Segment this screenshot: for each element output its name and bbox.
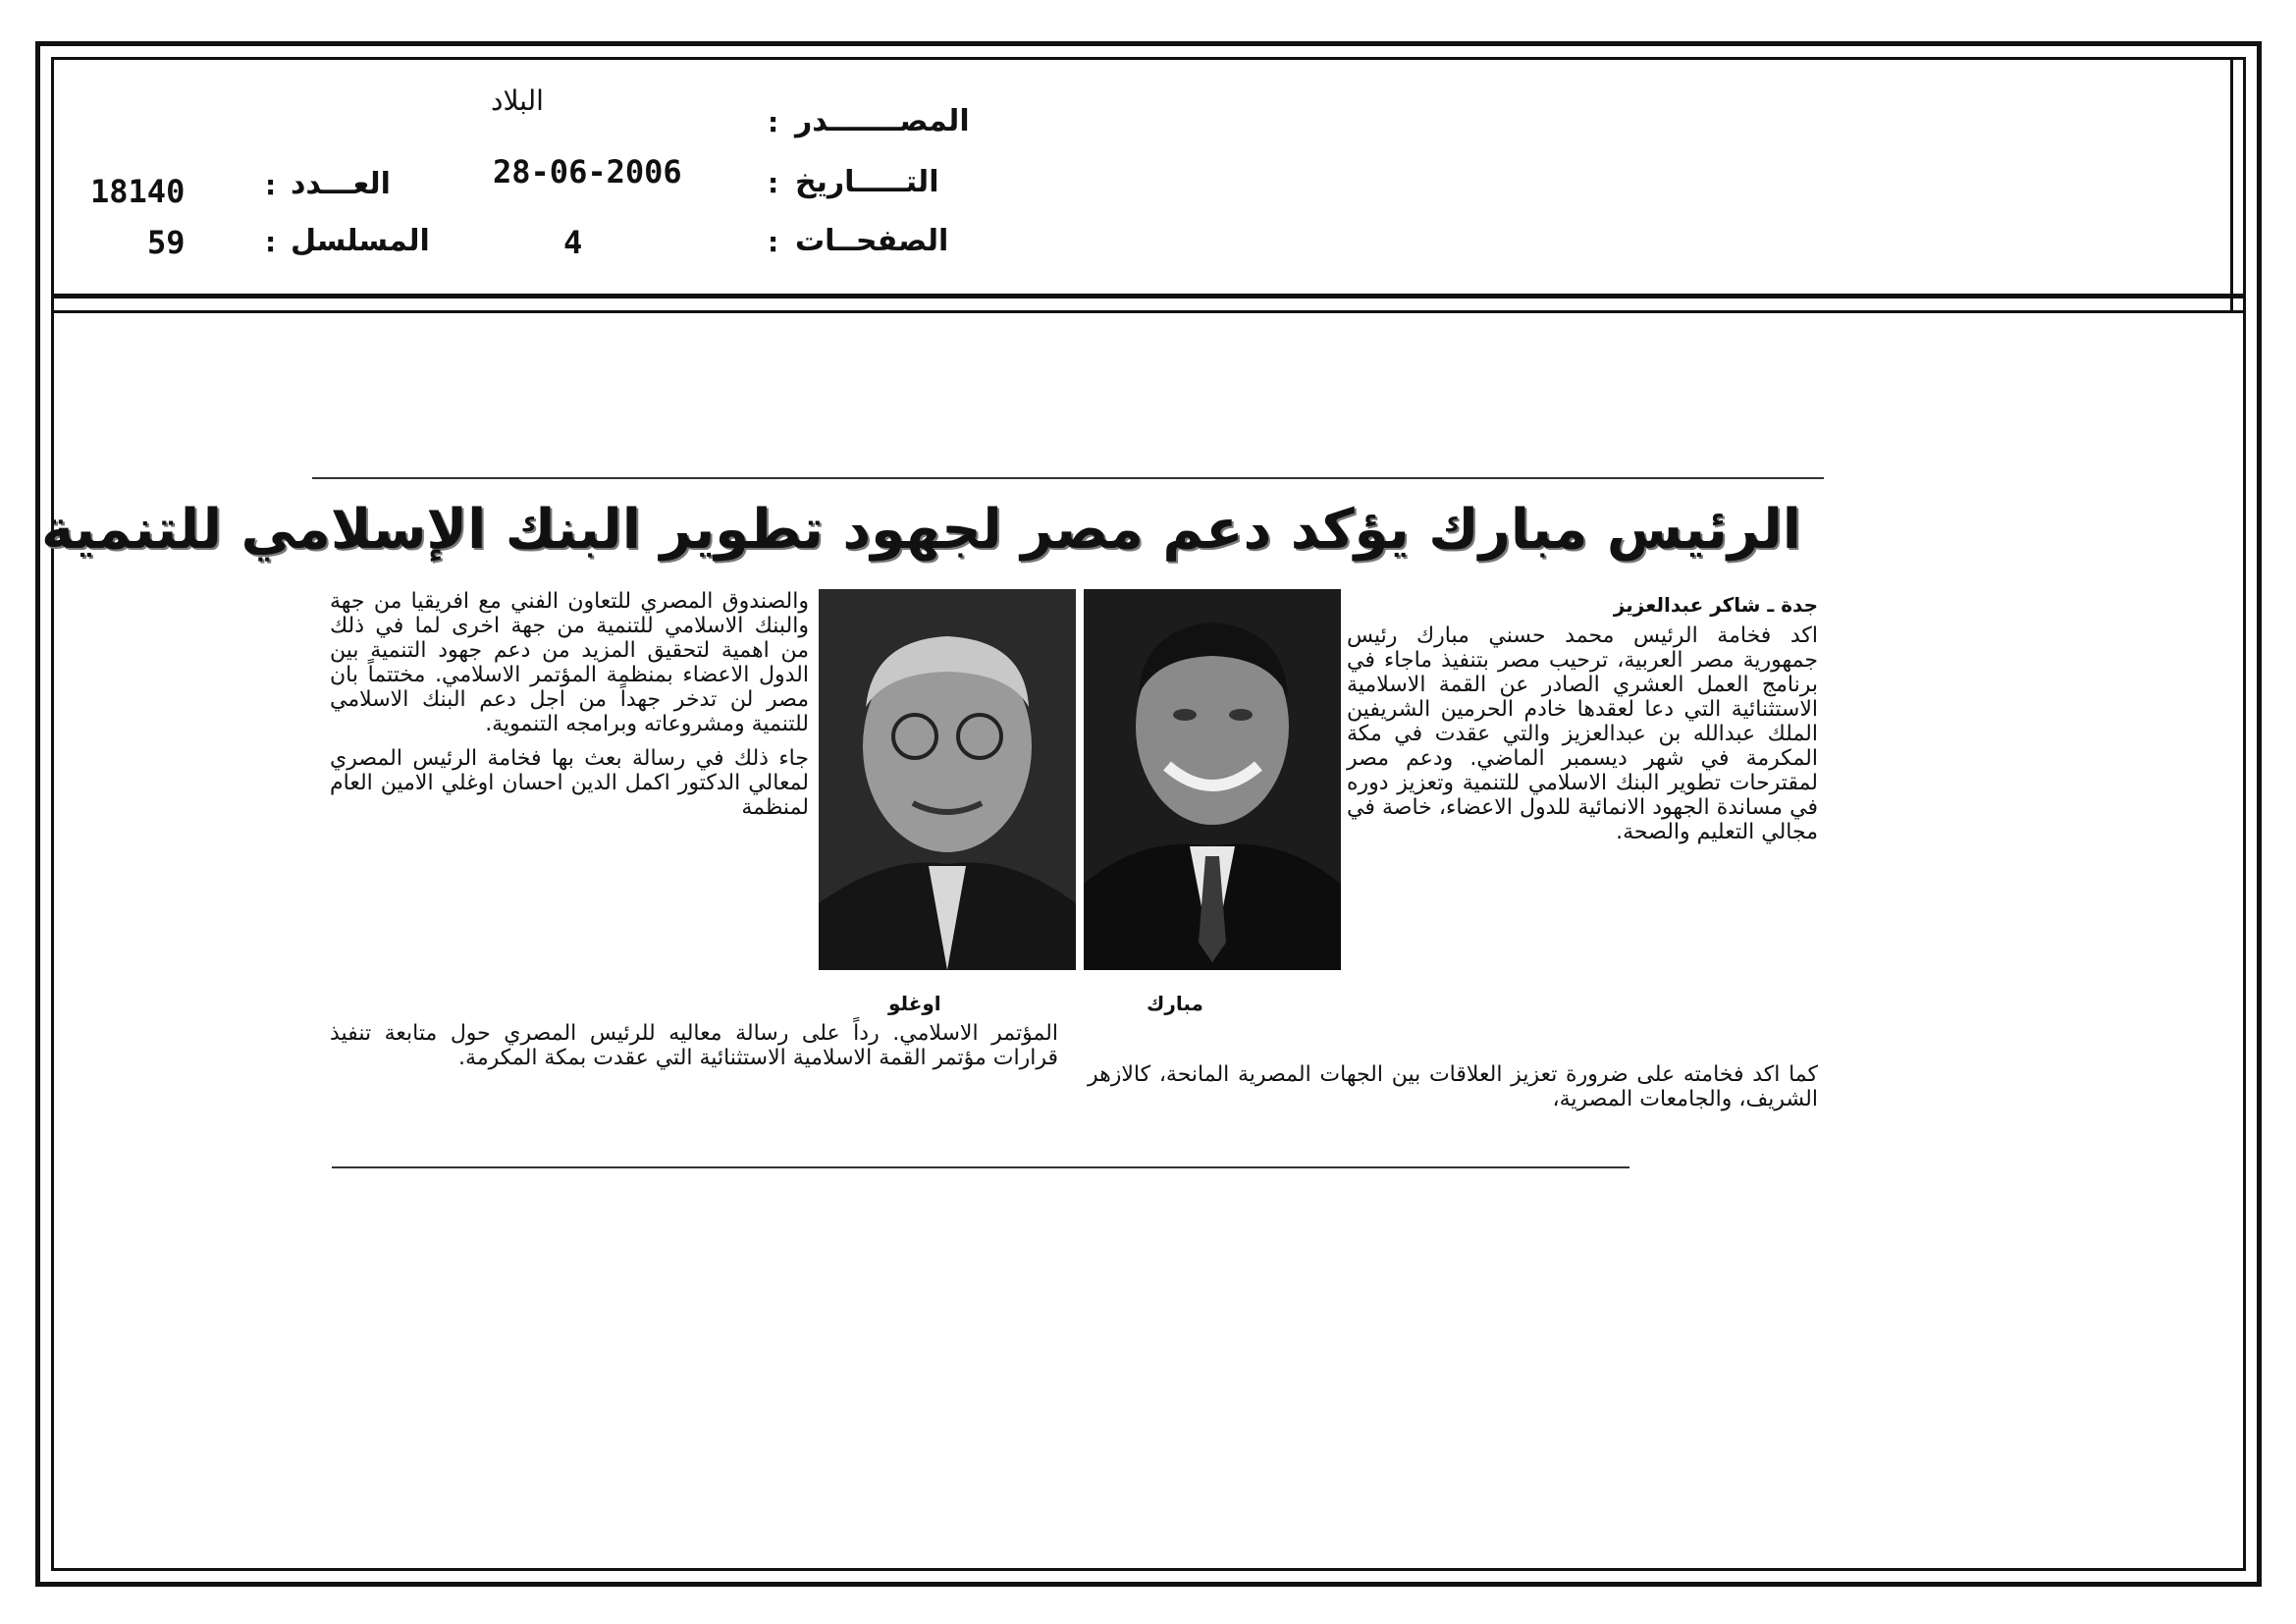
header-side-rule [2230,57,2233,310]
date-value: 28-06-2006 [493,153,682,190]
article-paragraph: اكد فخامة الرئيس محمد حسني مبارك رئيس جمهورية مصر العربية، ترحيب مصر بتنفيذ ماجاء في برنامج العمل العشري الصادر عن القمة الاسلامية الاستثنائية التي دعا لعقدها خادم الحرمين الشريفين الملك عبدالله بن عبدالعزيز والتي عقدت في مكة المكرمة في شهر ديسمبر الماضي. ودعم مصر لمقترحات تطوير البنك الاسلامي للتنمية وتعزيز دوره في مساندة الجهود الانمائية للدول الاعضاء، خاصة في مجالي التعليم والصحة. [1347,623,1818,844]
oglu-portrait-image [819,589,1076,970]
date-colon: : [768,167,779,199]
pages-colon: : [768,226,779,258]
article-paragraph: كما اكد فخامته على ضرورة تعزيز العلاقات بين الجهات المصرية المانحة، كالازهر الشريف، والجامعات المصرية، [1088,1062,1818,1111]
issue-colon: : [265,169,277,201]
article-bottom-right-text [1088,1062,1818,1131]
mubarak-photo-caption: مبارك [1147,992,1203,1015]
pages-label: الصفحــات [795,224,949,258]
article-headline: الرئيس مبارك يؤكد دعم مصر لجهود تطوير البنك الإسلامي للتنمية [41,498,1801,562]
issue-label: العـــدد [291,167,391,201]
article-paragraph: والصندوق المصري للتعاون الفني مع افريقيا من جهة والبنك الاسلامي للتنمية من جهة اخرى لما في ذلك من اهمية لتحقيق المزيد من دعم جهود التنمية بين الدول الاعضاء بمنظمة المؤتمر الاسلامي. مختتماً بان مصر لن تدخر جهداً من اجل دعم البنك الاسلامي للتنمية ومشروعاته وبرامجه التنموية. [330,589,809,736]
serial-label: المسلسل [291,224,430,258]
article-paragraph: جاء ذلك في رسالة بعث بها فخامة الرئيس المصري لمعالي الدكتور اكمل الدين احسان اوغلي الامين العام لمنظمة [330,746,809,820]
mubarak-photo [1084,589,1341,970]
serial-colon: : [265,226,277,258]
serial-value: 59 [147,224,186,261]
date-label: التـــــاريخ [795,165,939,199]
article-bottom-rule [332,1166,1629,1168]
source-label: المصـــــــدر [795,104,970,138]
source-colon: : [768,106,779,138]
article-right-column [1347,593,1818,1055]
header-divider-secondary [51,310,2246,313]
source-value: البلاد [491,84,544,117]
issue-value: 18140 [90,173,186,210]
oglu-photo [819,589,1076,970]
mubarak-portrait-image [1084,589,1341,970]
article-paragraph: المؤتمر الاسلامي. رداً على رسالة معاليه للرئيس المصري حول متابعة تنفيذ قرارات مؤتمر القمة الاسلامية الاستثنائية التي عقدت بمكة المكرمة. [330,1021,1058,1070]
article-bottom-left-text [330,1021,1058,1129]
article-top-rule [312,477,1824,479]
header-divider [51,294,2246,298]
pages-value: 4 [563,224,583,261]
article-left-column [330,589,809,1017]
article-byline: جدة ـ شاكر عبدالعزيز [1613,593,1818,617]
oglu-photo-caption: اوغلو [888,992,941,1015]
